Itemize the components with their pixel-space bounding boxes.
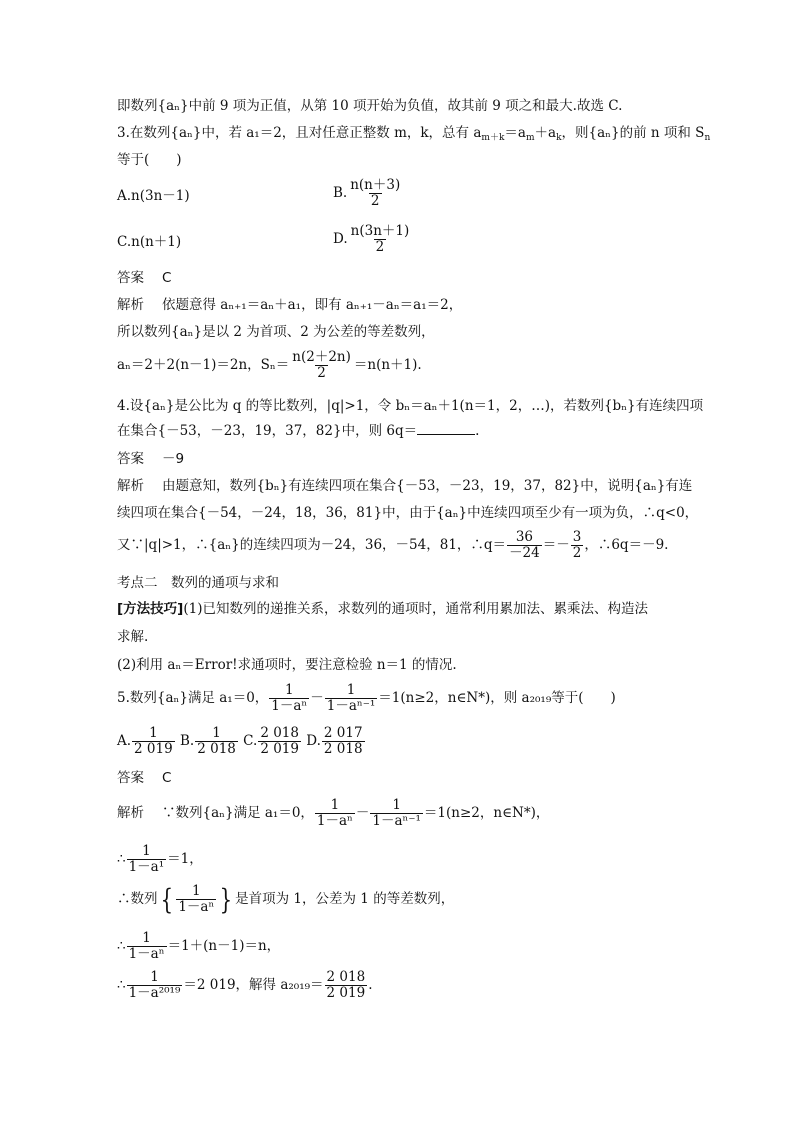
question-5-stem [117, 683, 616, 714]
q5-solution-3-pre: ∴数列 [117, 891, 158, 907]
q3-option-d-num: n(3n＋1) [350, 223, 410, 239]
q5-sol4-num: 1 [142, 930, 151, 946]
q5-solution-3-post: 是首项为 1，公差为 1 的等差数列， [235, 891, 455, 907]
q4-stem-2-text: 在集合{－53，－23，19，37，82}中，则 6q＝ [117, 423, 418, 439]
q3-solution-3-num: n(2＋2n) [292, 349, 351, 365]
q5-solution-5-fraction-2 [325, 970, 368, 1001]
q3-option-d-fraction [349, 224, 412, 255]
question-4-stem-1: 4.设{aₙ}是公比为 q 的等比数列，|q|>1，令 bₙ＝aₙ＋1(n＝1，2，…)，若数列{bₙ}有连续四项 [117, 398, 704, 414]
q5-solution-5-fraction-1 [127, 970, 183, 1001]
q4-solution-3b: ，∴6q＝－9. [584, 537, 669, 553]
q5-solution-1 [117, 798, 549, 829]
q3-sub-mk: m＋k [481, 133, 505, 143]
q5-sol1-num2: 1 [392, 797, 401, 813]
question-3-stem-end: 等于( ) [117, 152, 182, 168]
q3-option-b-fraction [348, 178, 402, 209]
q5-solution-label: 解析 [117, 805, 144, 821]
q5-solution-2-fraction [127, 844, 167, 875]
q5-option-d-num: 2 017 [323, 725, 363, 741]
q5-sol2-num: 1 [142, 843, 151, 859]
q5-option-a-den: 2 019 [134, 741, 173, 757]
q5-answer-label: 答案 [117, 770, 144, 786]
q5-option-b-num: 1 [212, 725, 221, 741]
q4-answer-blank [417, 422, 475, 435]
method-tips-3: (2)利用 aₙ＝Error!求通项时，要注意检验 n＝1 的情况. [117, 657, 457, 673]
q5-option-b-letter: B. [180, 733, 195, 749]
solution-conclusion: 即数列{aₙ}中前 9 项为正值，从第 10 项开始为负值，故其前 9 项之和最大.故选 C. [117, 98, 623, 114]
q5-f1-num: 1 [284, 682, 294, 698]
q5-sol1-den2: 1－aⁿ⁻¹ [372, 813, 421, 829]
q5-sol3-num: 1 [192, 883, 201, 899]
q5-solution-4-pre: ∴ [117, 938, 126, 954]
q3-option-b [333, 178, 403, 209]
q3-stem-part-c: ＋a [534, 125, 557, 141]
q3-option-d-letter: D. [333, 231, 348, 247]
q4-sol-den1: －24 [509, 545, 540, 561]
q3-solution-label: 解析 [117, 297, 144, 313]
q5-answer-value: C [162, 770, 172, 786]
q4-sol-num1: 36 [515, 529, 533, 545]
q5-f2-den: 1－aⁿ⁻¹ [326, 698, 376, 714]
left-brace: { [160, 882, 173, 916]
q4-sol-den2: 2 [572, 545, 582, 561]
q3-option-d [333, 224, 412, 255]
q5-solution-3 [117, 884, 454, 915]
q5-option-d [322, 726, 365, 757]
q5-solution-1a: ∵数列{aₙ}满足 a₁＝0， [162, 805, 314, 821]
q5-solution-4-post: ＝1＋(n－1)＝n， [167, 938, 281, 954]
question-3-stem [117, 124, 710, 142]
q3-answer-value: C [162, 270, 172, 286]
q5-answer [117, 769, 171, 787]
q5-option-c [258, 726, 301, 757]
q5-solution-3-fraction [176, 884, 216, 915]
q5-option-d-den: 2 018 [323, 741, 363, 757]
q5-solution-5 [117, 970, 372, 1001]
q5-stem-a: 5.数列{aₙ}满足 a₁＝0， [117, 690, 269, 706]
q5-f1-den: 1－aⁿ [271, 698, 308, 714]
q3-option-d-den: 2 [375, 239, 385, 255]
q3-solution-3a: aₙ＝2＋2(n－1)＝2n，Sₙ＝ [117, 357, 290, 373]
q3-solution-3b: ＝n(n＋1). [353, 357, 422, 373]
q4-solution-3-fraction-1 [507, 530, 542, 561]
q5-solution-5-mid: ＝2 019，解得 a₂₀₁₉＝ [183, 977, 324, 993]
q5-option-a-letter: A. [117, 733, 132, 749]
q4-solution-3a: 又∵|q|>1，∴{aₙ}的连续四项为－24，36，－54，81，∴q＝ [117, 537, 507, 553]
q5-f2-num: 1 [346, 682, 356, 698]
q3-sub-k: k [556, 133, 562, 143]
method-tips-1 [117, 600, 648, 618]
q5-solution-2-post: ＝1， [167, 851, 203, 867]
q3-answer [117, 269, 171, 287]
q4-sol-num2: 3 [572, 529, 582, 545]
q5-option-a-num: 1 [149, 725, 158, 741]
q4-solution-3-fraction-2 [571, 530, 584, 561]
q3-stem-part-d: ，则{aₙ}的前 n 项和 S [561, 125, 705, 141]
q3-option-c: C.n(n＋1) [117, 234, 182, 250]
q5-sol5-den2: 2 019 [326, 985, 366, 1001]
section-title: 考点二 数列的通项与求和 [117, 575, 279, 591]
q4-solution-text-1: 由题意知，数列{bₙ}有连续四项在集合{－53，－23，19，37，82}中，说明{aₙ}有连 [162, 478, 693, 494]
q4-solution-3 [117, 530, 668, 561]
q3-solution-2: 所以数列{aₙ}是以 2 为首项、2 为公差的等差数列， [117, 324, 435, 340]
q5-solution-4-fraction [127, 931, 167, 962]
q3-option-b-num: n(n＋3) [350, 177, 401, 193]
q5-option-c-num: 2 018 [260, 725, 299, 741]
q5-stem-fraction-1 [269, 683, 309, 714]
q5-solution-1-minus: － [355, 805, 370, 821]
q5-option-c-den: 2 019 [260, 741, 299, 757]
q5-sol5-num: 1 [150, 969, 159, 985]
right-brace: } [219, 882, 233, 916]
q3-stem-part-a: 3.在数列{aₙ}中，若 a₁＝2，且对任意正整数 m，k，总有 a [117, 125, 482, 141]
q4-stem-2-end: . [475, 423, 480, 439]
q5-sol2-den: 1－a¹ [128, 859, 165, 875]
q5-solution-1-fraction-1 [315, 798, 355, 829]
q3-stem-part-b: ＝a [504, 125, 526, 141]
q3-option-b-letter: B. [333, 185, 348, 201]
q4-solution-2: 续四项在集合{－54，－24，18，36，81}中，由于{aₙ}中连续四项至少有一项为负，∴q<0， [117, 505, 699, 521]
q3-solution-3-fraction [290, 350, 353, 381]
q5-sol1-den1: 1－aⁿ [316, 813, 353, 829]
q3-solution-text-1: 依题意得 aₙ₊₁＝aₙ＋a₁，即有 aₙ₊₁－aₙ＝a₁＝2， [162, 297, 463, 313]
q5-sol5-num2: 2 018 [326, 969, 366, 985]
q3-answer-label: 答案 [117, 270, 144, 286]
q5-sol5-den: 1－a²⁰¹⁹ [128, 985, 181, 1001]
q5-minus: － [310, 690, 324, 706]
q3-sub-n: n [704, 133, 711, 143]
q4-solution-3-mid: ＝－ [542, 537, 570, 553]
q5-solution-2 [117, 844, 203, 875]
q5-option-b-den: 2 018 [197, 741, 236, 757]
q3-sub-m: m [525, 133, 535, 143]
method-tips-2: 求解. [117, 629, 149, 645]
q5-solution-1-fraction-2 [370, 798, 423, 829]
q4-answer-value: －9 [162, 451, 185, 467]
q3-option-a: A.n(3n－1) [117, 188, 190, 204]
q5-sol3-den: 1－aⁿ [178, 899, 215, 915]
q5-solution-4 [117, 931, 280, 962]
q4-answer [117, 450, 184, 468]
q5-option-c-letter: C. [243, 733, 258, 749]
q3-solution-3-den: 2 [317, 365, 326, 381]
q5-solution-2-pre: ∴ [117, 851, 126, 867]
q5-options [117, 726, 366, 757]
q3-solution-1 [117, 296, 462, 314]
q5-sol4-den: 1－aⁿ [128, 946, 165, 962]
method-text-1: (1)已知数列的递推关系，求数列的通项时，通常利用累加法、累乘法、构造法 [183, 601, 648, 617]
q4-solution-label: 解析 [117, 478, 144, 494]
q3-option-b-den: 2 [370, 193, 380, 209]
q4-answer-label: 答案 [117, 451, 144, 467]
q5-option-d-letter: D. [306, 733, 321, 749]
method-label: [方法技巧] [117, 601, 184, 617]
q5-stem-fraction-2 [325, 683, 378, 714]
q5-option-a [132, 726, 175, 757]
q5-solution-5-end: . [368, 977, 373, 993]
q5-solution-1b: ＝1(n≥2，n∈N*)， [423, 805, 550, 821]
question-4-stem-2 [117, 422, 479, 440]
q4-solution-1 [117, 477, 692, 495]
q5-solution-5-pre: ∴ [117, 977, 126, 993]
q5-stem-b: ＝1(n≥2，n∈N*)，则 a₂₀₁₉等于( ) [378, 690, 616, 706]
q3-solution-3 [117, 350, 422, 381]
q5-option-b [195, 726, 238, 757]
q5-sol1-num1: 1 [330, 797, 340, 813]
